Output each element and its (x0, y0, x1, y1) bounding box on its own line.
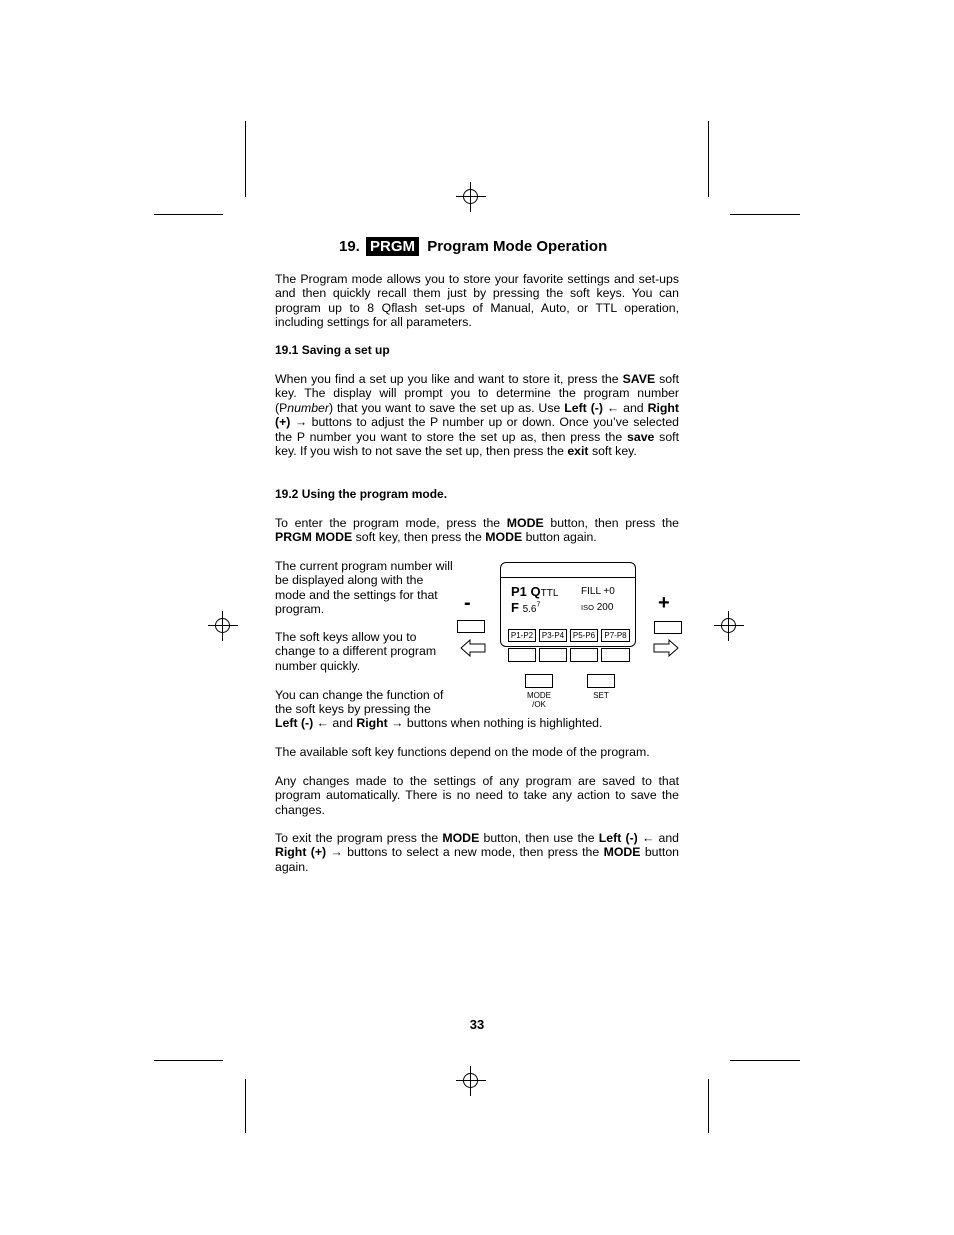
left-arrow-icon: ← (641, 831, 655, 845)
softkey-label-3: P5-P6 (570, 629, 598, 642)
lcd-aperture: F $5.6^7$ (511, 600, 541, 615)
crop-mark (154, 214, 223, 215)
softkey-label-1: P1-P2 (508, 629, 536, 642)
left-arrow-icon: ← (606, 400, 620, 415)
subheading-using: 19.2 Using the program mode. (275, 487, 448, 501)
left-arrow-icon: ← (316, 716, 329, 730)
section-heading (339, 238, 607, 255)
softkey-button-3[interactable] (570, 648, 598, 662)
softkey-button-1[interactable] (508, 648, 536, 662)
crop-mark (245, 1079, 246, 1133)
lcd-fill: FILL +0 (581, 586, 615, 597)
page-number: 33 (469, 1017, 485, 1032)
lcd-iso: ISO 200 (581, 602, 614, 613)
set-button[interactable] (587, 674, 615, 688)
right-arrow-icon: → (294, 415, 308, 430)
crop-mark (708, 1079, 709, 1133)
softkey-label-4: P7-P8 (601, 629, 630, 642)
softkey-button-4[interactable] (601, 648, 630, 662)
using-paragraph: To enter the program mode, press the MODE button, then press the PRGM MODE soft key, then press the MODE button again. (275, 516, 680, 545)
side-text-softkeys: The soft keys allow you to change to a different program number quickly. (275, 630, 437, 673)
minus-button[interactable] (457, 620, 485, 633)
section-number: 19. (339, 238, 360, 255)
lcd-program-line: P1 QTTL (511, 584, 559, 599)
minus-label: - (464, 592, 471, 614)
changes-paragraph: Any changes made to the settings of any program are saved to that program automatically. There is no need to take any action to save the changes. (275, 774, 679, 817)
side-text-change: You can change the function of the soft keys by pressing the (275, 688, 444, 717)
plus-label: + (658, 592, 670, 614)
mode-ok-button[interactable] (525, 674, 553, 688)
section-title: Program Mode Operation (427, 238, 608, 255)
exit-paragraph: To exit the program press the MODE button, then use the Left (-) ← and Right (+) → buttons to select a new mode, then press the MODE button again. (275, 831, 680, 874)
crop-mark (730, 214, 800, 215)
softkey-button-2[interactable] (539, 648, 567, 662)
set-label: SET (593, 691, 609, 700)
left-arrow-button-icon[interactable] (460, 639, 486, 657)
side-text-change-cont: Left (-) ← and Right → buttons when nothing is highlighted. (275, 716, 603, 730)
prgm-badge: PRGM (366, 237, 419, 256)
plus-button[interactable] (654, 621, 682, 634)
saving-paragraph: When you find a set up you like and want to store it, press the SAVE soft key. The display will prompt you to determine the program number (Pnumber) that you want to save the set up as. Use Left (-) ← and Right (+) → buttons to adjust the P number up or down. Once you’ve selected the P number you want to store the set up as, then press the save soft key. If you wish to not save the set up, then press the exit soft key. (275, 372, 679, 459)
intro-paragraph: The Program mode allows you to store your favorite settings and set-ups and then quickly recall them just by pressing the soft keys. You can program up to 8 Qflash set-ups of Manual, Auto, or TTL operation, including settings for all parameters. (275, 272, 679, 330)
right-arrow-icon: → (330, 845, 343, 860)
registration-mark-right (714, 611, 744, 641)
crop-mark (730, 1060, 800, 1061)
crop-mark (154, 1060, 223, 1061)
available-paragraph: The available soft key functions depend on the mode of the program. (275, 745, 650, 759)
registration-mark-top (456, 182, 486, 212)
side-text-current: The current program number will be displayed along with the mode and the settings for that program. (275, 559, 453, 617)
right-arrow-icon: → (391, 716, 404, 730)
crop-mark (708, 121, 709, 197)
subheading-saving: 19.1 Saving a set up (275, 343, 390, 357)
registration-mark-bottom (456, 1066, 486, 1096)
mode-ok-label: MODE /OK (527, 691, 551, 709)
registration-mark-left (208, 611, 238, 641)
right-arrow-button-icon[interactable] (653, 639, 679, 657)
softkey-label-2: P3-P4 (539, 629, 567, 642)
crop-mark (245, 121, 246, 197)
